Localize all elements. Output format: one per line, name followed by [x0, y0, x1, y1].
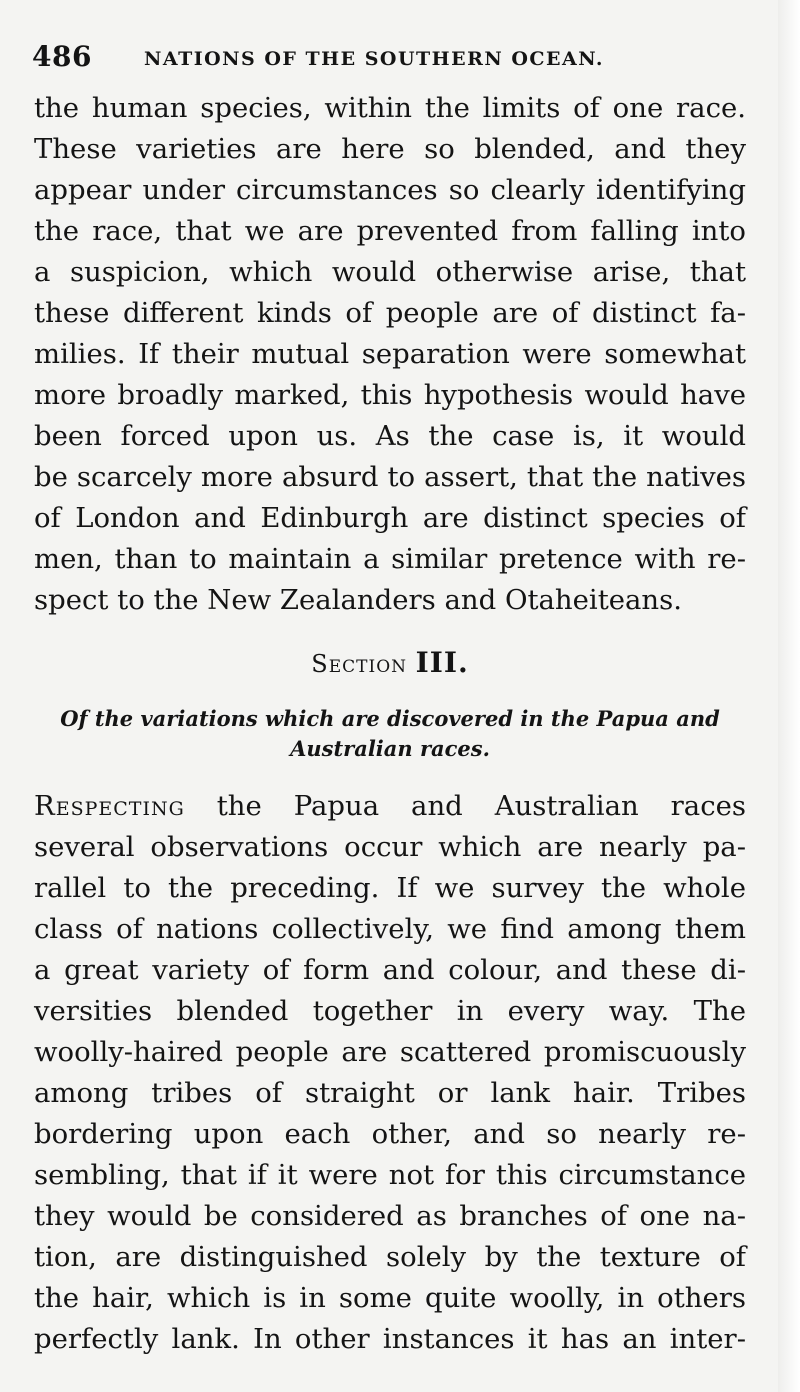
- section-subtitle-line: Of the variations which are discovered in the Papua and: [60, 706, 720, 731]
- text-line: the human species, within the limits of one race.: [34, 92, 746, 124]
- page-header: [32, 40, 732, 80]
- text-line: milies. If their mutual separation were somewhat: [34, 338, 746, 370]
- text-line: rallel to the preceding. If we survey the whole: [34, 872, 746, 904]
- text-line: be scarcely more absurd to assert, that the natives: [34, 461, 746, 493]
- text-line: a suspicion, which would otherwise arise, that: [34, 256, 746, 288]
- running-title: NATIONS OF THE SOUTHERN OCEAN.: [144, 48, 605, 70]
- text-line: These varieties are here so blended, and they: [34, 133, 746, 165]
- text-line: more broadly marked, this hypothesis would have: [34, 379, 746, 411]
- text-line: a great variety of form and colour, and these di-: [34, 954, 746, 986]
- text-line: of London and Edinburgh are distinct species of: [34, 502, 746, 534]
- text-line: spect to the New Zealanders and Otaheiteans.: [34, 584, 682, 616]
- text-line: tion, are distinguished solely by the texture of: [34, 1241, 746, 1273]
- text-line: sembling, that if it were not for this circumstance: [34, 1159, 746, 1191]
- page-number: 486: [32, 40, 92, 73]
- page-edge: [778, 0, 800, 1392]
- text-line: [34, 786, 746, 827]
- section-subtitle: [34, 704, 746, 764]
- opening-word: Respecting: [34, 790, 185, 822]
- text-line: bordering upon each other, and so nearly re-: [34, 1118, 746, 1150]
- text-line: several observations occur which are nearly pa-: [34, 831, 746, 863]
- text-line: been forced upon us. As the case is, it would: [34, 420, 746, 452]
- text-line: the hair, which is in some quite woolly, in others: [34, 1282, 746, 1314]
- opening-line-rest: the Papua and Australian races: [184, 790, 746, 822]
- section-subtitle-line: Australian races.: [290, 736, 490, 761]
- section-numeral: III.: [415, 646, 469, 679]
- text-line: men, than to maintain a similar pretence with re-: [34, 543, 746, 575]
- text-line: woolly-haired people are scattered promiscuously: [34, 1036, 746, 1068]
- text-line: among tribes of straight or lank hair. Tribes: [34, 1077, 746, 1109]
- text-line: versities blended together in every way. The: [34, 995, 746, 1027]
- text-line: perfectly lank. In other instances it has an inter-: [34, 1323, 746, 1355]
- text-line: these different kinds of people are of distinct fa-: [34, 297, 746, 329]
- paragraph-2: [34, 786, 746, 1360]
- text-line: they would be considered as branches of one na-: [34, 1200, 746, 1232]
- section-label: Section: [311, 650, 408, 678]
- text-line: appear under circumstances so clearly identifying: [34, 174, 746, 206]
- paragraph-1: [34, 88, 746, 621]
- text-line: the race, that we are prevented from falling into: [34, 215, 746, 247]
- section-heading: [34, 646, 746, 679]
- text-line: class of nations collectively, we find among them: [34, 913, 746, 945]
